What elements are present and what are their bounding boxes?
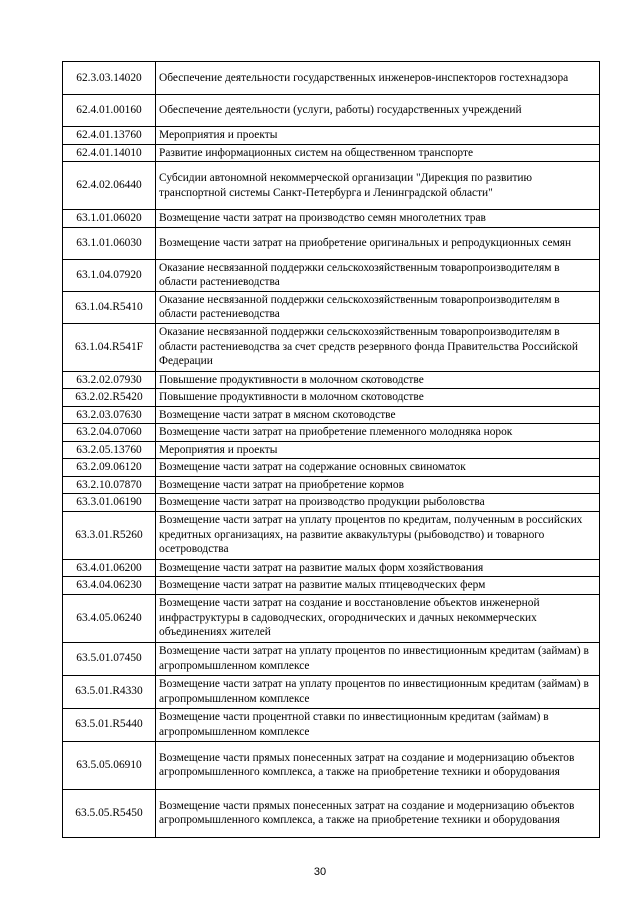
table-row [63, 389, 600, 407]
row-code: 63.5.01.R4330 [63, 675, 156, 708]
row-code: 63.4.01.06200 [63, 559, 156, 577]
row-code: 63.2.03.07630 [63, 406, 156, 424]
row-description: Мероприятия и проекты [156, 127, 600, 145]
row-code: 63.4.05.06240 [63, 594, 156, 642]
table-row [63, 227, 600, 259]
row-description: Возмещение части затрат на уплату процентов по кредитам, полученным в российских кредитных организациях, на развитие аквакультуры (рыбоводство) и товарного осетроводства [156, 511, 600, 559]
row-description: Возмещение части затрат на производство продукции рыболовства [156, 494, 600, 512]
row-code: 62.4.01.00160 [63, 95, 156, 127]
row-code: 63.4.04.06230 [63, 577, 156, 595]
table-row [63, 476, 600, 494]
row-code: 63.1.04.R5410 [63, 291, 156, 323]
row-description: Возмещение части затрат в мясном скотоводстве [156, 406, 600, 424]
row-description: Возмещение части затрат на уплату процентов по инвестиционным кредитам (займам) в агропромышленном комплексе [156, 642, 600, 675]
row-code: 63.5.05.R5450 [63, 789, 156, 837]
row-description: Субсидии автономной некоммерческой организации "Дирекция по развитию транспортной системы Санкт-Петербурга и Ленинградской области" [156, 162, 600, 210]
table-row [63, 441, 600, 459]
row-description: Возмещение части затрат на создание и восстановление объектов инженерной инфраструктуры в садоводческих, огороднических и дачных некоммерческих объединениях жителей [156, 594, 600, 642]
page-number: 30 [313, 866, 327, 878]
row-description: Возмещение части прямых понесенных затрат на создание и модернизацию объектов агропромышленного комплекса, а также на приобретение техники и оборудования [156, 741, 600, 789]
table-row [63, 708, 600, 741]
row-description: Возмещение части затрат на содержание основных свиноматок [156, 459, 600, 477]
row-description: Возмещение части процентной ставки по инвестиционным кредитам (займам) в агропромышленном комплексе [156, 708, 600, 741]
row-description: Возмещение части затрат на развитие малых форм хозяйствования [156, 559, 600, 577]
table-row [63, 406, 600, 424]
row-description: Возмещение части затрат на приобретение племенного молодняка норок [156, 424, 600, 442]
budget-code-table [62, 61, 600, 838]
table-row [63, 642, 600, 675]
table-row [63, 144, 600, 162]
row-code: 63.2.02.07930 [63, 371, 156, 389]
row-code: 63.1.04.R541F [63, 323, 156, 371]
table-row [63, 210, 600, 228]
row-description: Возмещение части затрат на приобретение оригинальных и репродукционных семян [156, 227, 600, 259]
table-row [63, 511, 600, 559]
table-row [63, 424, 600, 442]
row-code: 62.4.02.06440 [63, 162, 156, 210]
row-code: 63.1.04.07920 [63, 259, 156, 291]
table-row [63, 95, 600, 127]
row-code: 63.5.01.R5440 [63, 708, 156, 741]
row-description: Развитие информационных систем на общественном транспорте [156, 144, 600, 162]
row-code: 62.4.01.14010 [63, 144, 156, 162]
table-row [63, 577, 600, 595]
table-row [63, 162, 600, 210]
row-code: 63.5.05.06910 [63, 741, 156, 789]
row-description: Возмещение части затрат на производство семян многолетних трав [156, 210, 600, 228]
table-row [63, 741, 600, 789]
row-description: Мероприятия и проекты [156, 441, 600, 459]
table-row [63, 789, 600, 837]
row-description: Возмещение части затрат на развитие малых птицеводческих ферм [156, 577, 600, 595]
row-code: 62.4.01.13760 [63, 127, 156, 145]
row-description: Оказание несвязанной поддержки сельскохозяйственным товаропроизводителям в области растениеводства за счет средств резервного фонда Правительства Российской Федерации [156, 323, 600, 371]
row-description: Обеспечение деятельности (услуги, работы) государственных учреждений [156, 95, 600, 127]
row-code: 63.2.10.07870 [63, 476, 156, 494]
row-code: 63.3.01.06190 [63, 494, 156, 512]
table-row [63, 291, 600, 323]
table-row [63, 259, 600, 291]
table-row [63, 371, 600, 389]
row-description: Обеспечение деятельности государственных инженеров-инспекторов гостехнадзора [156, 62, 600, 95]
row-description: Оказание несвязанной поддержки сельскохозяйственным товаропроизводителям в области растениеводства [156, 259, 600, 291]
row-code: 63.2.02.R5420 [63, 389, 156, 407]
table-row [63, 675, 600, 708]
row-description: Повышение продуктивности в молочном скотоводстве [156, 389, 600, 407]
row-code: 63.1.01.06030 [63, 227, 156, 259]
table-row [63, 494, 600, 512]
table-row [63, 62, 600, 95]
row-code: 63.2.09.06120 [63, 459, 156, 477]
row-description: Возмещение части затрат на приобретение кормов [156, 476, 600, 494]
row-code: 63.1.01.06020 [63, 210, 156, 228]
row-code: 63.3.01.R5260 [63, 511, 156, 559]
row-description: Возмещение части затрат на уплату процентов по инвестиционным кредитам (займам) в агропромышленном комплексе [156, 675, 600, 708]
row-code: 62.3.03.14020 [63, 62, 156, 95]
row-code: 63.2.05.13760 [63, 441, 156, 459]
row-description: Возмещение части прямых понесенных затрат на создание и модернизацию объектов агропромышленного комплекса, а также на приобретение техники и оборудования [156, 789, 600, 837]
row-description: Повышение продуктивности в молочном скотоводстве [156, 371, 600, 389]
table-row [63, 459, 600, 477]
table-row [63, 594, 600, 642]
table-row [63, 323, 600, 371]
table-row [63, 127, 600, 145]
row-code: 63.5.01.07450 [63, 642, 156, 675]
row-description: Оказание несвязанной поддержки сельскохозяйственным товаропроизводителям в области растениеводства [156, 291, 600, 323]
table-row [63, 559, 600, 577]
row-code: 63.2.04.07060 [63, 424, 156, 442]
